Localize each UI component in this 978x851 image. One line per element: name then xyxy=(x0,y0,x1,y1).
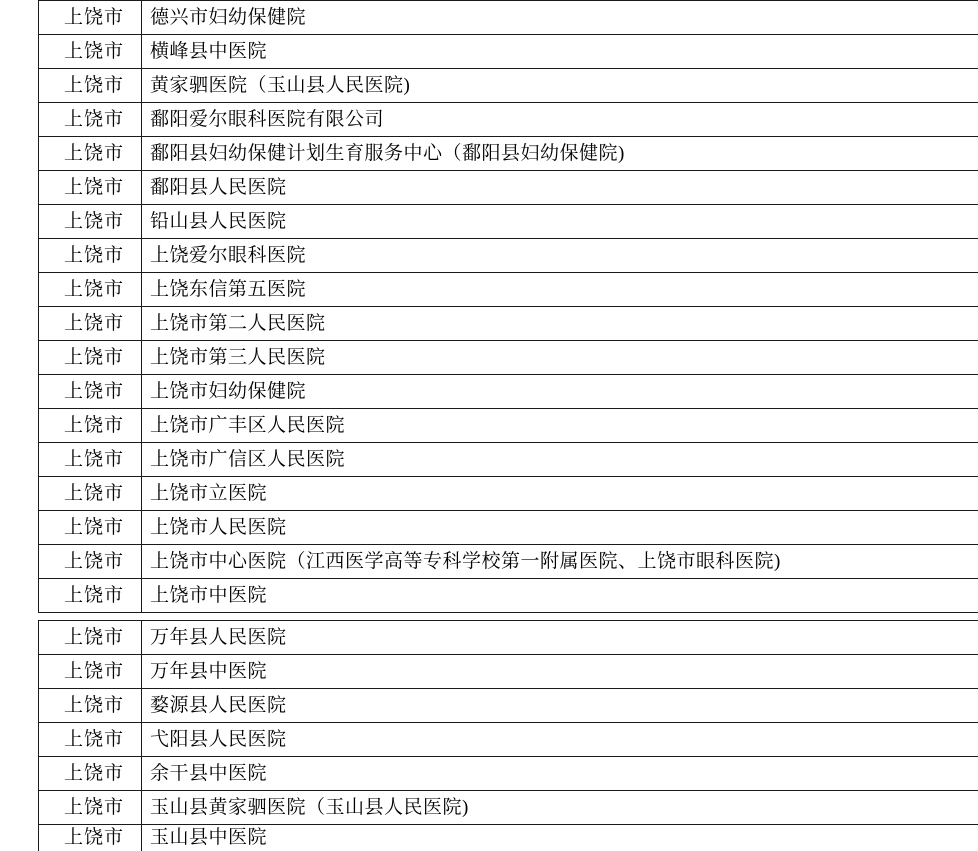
table-cell-city: 上饶市 xyxy=(39,239,142,273)
table-cell-city: 上饶市 xyxy=(39,757,142,791)
table-section-gap xyxy=(39,613,978,621)
table-cell-hospital-name: 上饶东信第五医院 xyxy=(142,273,978,307)
table-cell-city: 上饶市 xyxy=(39,137,142,171)
table-cell-city: 上饶市 xyxy=(39,545,142,579)
hospital-table-body xyxy=(39,1,978,851)
table-cell-hospital-name: 鄱阳县人民医院 xyxy=(142,171,978,205)
table-cell-city: 上饶市 xyxy=(39,205,142,239)
table-cell-city: 上饶市 xyxy=(39,273,142,307)
table-cell-hospital-name: 德兴市妇幼保健院 xyxy=(142,1,978,35)
table-cell-city: 上饶市 xyxy=(39,825,142,851)
table-cell-hospital-name: 上饶市第二人民医院 xyxy=(142,307,978,341)
table-cell-hospital-name: 上饶市中医院 xyxy=(142,579,978,613)
table-row xyxy=(39,1,978,35)
table-cell-hospital-name: 上饶市中心医院（江西医学高等专科学校第一附属医院、上饶市眼科医院) xyxy=(142,545,978,579)
table-cell-hospital-name: 弋阳县人民医院 xyxy=(142,723,978,757)
table-row xyxy=(39,791,978,825)
table-row xyxy=(39,757,978,791)
table-row xyxy=(39,579,978,613)
table-cell-city: 上饶市 xyxy=(39,171,142,205)
table-row xyxy=(39,477,978,511)
table-cell-city: 上饶市 xyxy=(39,621,142,655)
table-row xyxy=(39,341,978,375)
table-row xyxy=(39,375,978,409)
table-row xyxy=(39,409,978,443)
table-cell-hospital-name: 上饶市第三人民医院 xyxy=(142,341,978,375)
table-cell-hospital-name: 上饶市人民医院 xyxy=(142,511,978,545)
table-cell-hospital-name: 上饶市广信区人民医院 xyxy=(142,443,978,477)
table-row xyxy=(39,103,978,137)
table-cell-hospital-name: 上饶爱尔眼科医院 xyxy=(142,239,978,273)
table-cell-hospital-name: 黄家驷医院（玉山县人民医院) xyxy=(142,69,978,103)
table-cell-city: 上饶市 xyxy=(39,375,142,409)
table-cell-city: 上饶市 xyxy=(39,689,142,723)
hospital-table xyxy=(38,0,978,851)
table-cell-hospital-name: 铅山县人民医院 xyxy=(142,205,978,239)
table-cell-hospital-name: 玉山县中医院 xyxy=(142,825,978,851)
table-cell-hospital-name: 余干县中医院 xyxy=(142,757,978,791)
table-cell-hospital-name: 万年县人民医院 xyxy=(142,621,978,655)
table-cell-hospital-name: 玉山县黄家驷医院（玉山县人民医院) xyxy=(142,791,978,825)
table-cell-city: 上饶市 xyxy=(39,443,142,477)
table-row xyxy=(39,239,978,273)
table-cell-hospital-name: 上饶市妇幼保健院 xyxy=(142,375,978,409)
table-row xyxy=(39,205,978,239)
table-cell-hospital-name: 上饶市立医院 xyxy=(142,477,978,511)
table-row xyxy=(39,307,978,341)
table-cell-hospital-name: 婺源县人民医院 xyxy=(142,689,978,723)
table-cell-city: 上饶市 xyxy=(39,477,142,511)
table-cell-city: 上饶市 xyxy=(39,409,142,443)
table-cell-hospital-name: 横峰县中医院 xyxy=(142,35,978,69)
table-row xyxy=(39,69,978,103)
table-cell-city: 上饶市 xyxy=(39,35,142,69)
table-cell-city: 上饶市 xyxy=(39,341,142,375)
table-cell-city: 上饶市 xyxy=(39,511,142,545)
table-cell-hospital-name: 万年县中医院 xyxy=(142,655,978,689)
table-row xyxy=(39,273,978,307)
table-cell-hospital-name: 鄱阳县妇幼保健计划生育服务中心（鄱阳县妇幼保健院) xyxy=(142,137,978,171)
table-cell-hospital-name: 鄱阳爱尔眼科医院有限公司 xyxy=(142,103,978,137)
table-cell-city: 上饶市 xyxy=(39,1,142,35)
table-cell-city: 上饶市 xyxy=(39,69,142,103)
table-row xyxy=(39,511,978,545)
table-section-gap-cell xyxy=(39,613,978,621)
table-row xyxy=(39,171,978,205)
table-row xyxy=(39,621,978,655)
table-cell-city: 上饶市 xyxy=(39,791,142,825)
table-row xyxy=(39,545,978,579)
table-cell-city: 上饶市 xyxy=(39,723,142,757)
table-row xyxy=(39,137,978,171)
table-cell-city: 上饶市 xyxy=(39,655,142,689)
table-cell-city: 上饶市 xyxy=(39,307,142,341)
table-cell-hospital-name: 上饶市广丰区人民医院 xyxy=(142,409,978,443)
table-row xyxy=(39,443,978,477)
table-row xyxy=(39,655,978,689)
table-row xyxy=(39,689,978,723)
table-cell-city: 上饶市 xyxy=(39,103,142,137)
table-row xyxy=(39,723,978,757)
table-row xyxy=(39,35,978,69)
table-cell-city: 上饶市 xyxy=(39,579,142,613)
